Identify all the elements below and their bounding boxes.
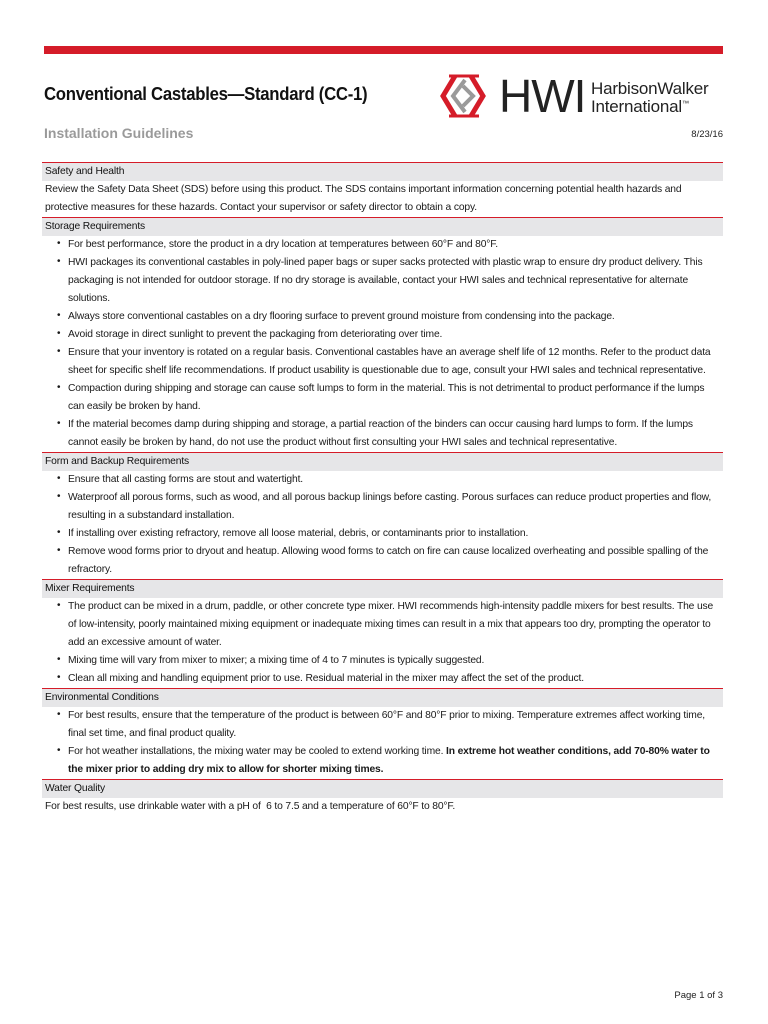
list-item-text: Compaction during shipping and storage can cause soft lumps to form in the material. This is not detrimental to product performance if the lumps can easily be broken by hand. <box>68 383 705 412</box>
bullet-icon: • <box>57 654 61 665</box>
list-item-text: Always store conventional castables on a dry flooring surface to prevent ground moisture from condensing into the package. <box>68 311 615 322</box>
section-heading: Form and Backup Requirements <box>42 452 723 471</box>
list-item-text: The product can be mixed in a drum, paddle, or other concrete type mixer. HWI recommends high-intensity paddle mixers for best results. The use of low-intensity, poorly maintained mixing equipment or inadequate mixing times can result in a mix that appears too dry, prompting the operator to add an excessive amount of water. <box>68 601 714 648</box>
list-item <box>57 598 723 652</box>
bullet-icon: • <box>57 382 61 393</box>
list-item <box>57 416 723 452</box>
bullet-icon: • <box>57 328 61 339</box>
section-heading: Storage Requirements <box>42 217 723 236</box>
section-environment <box>42 688 723 779</box>
bullet-icon: • <box>57 672 61 683</box>
document-title: Conventional Castables—Standard (CC-1) <box>44 84 368 104</box>
hwi-chevron-logo-icon <box>439 72 495 120</box>
list-item-text: Mixing time will vary from mixer to mixer; a mixing time of 4 to 7 minutes is typically suggested. <box>68 655 485 666</box>
bullet-icon: • <box>57 491 61 502</box>
list-item <box>57 326 723 344</box>
list-item <box>57 308 723 326</box>
bullet-icon: • <box>57 310 61 321</box>
list-item <box>57 670 723 688</box>
list-item-text: Remove wood forms prior to dryout and heatup. Allowing wood forms to catch on fire can cause localized overheating and possible spalling of the refractory. <box>68 546 709 575</box>
list-item-text: For hot weather installations, the mixing water may be cooled to extend working time. <box>68 746 447 757</box>
list-item-text: If the material becomes damp during shipping and storage, a partial reaction of the binders can occur causing hard lumps to form. If the lumps cannot easily be broken by hand, do not use the product without first consulting your HWI sales and technical representative. <box>68 419 693 448</box>
bullet-icon: • <box>57 346 61 357</box>
bullet-icon: • <box>57 256 61 267</box>
list-item-text: Ensure that your inventory is rotated on a regular basis. Conventional castables have an average shelf life of 12 months. Refer to the product data sheet for specific shelf life recommendations. If product usability is questionable due to age, consult your HWI sales and technical representative. <box>68 347 711 376</box>
list-item <box>57 652 723 670</box>
list-item-text: For best results, ensure that the temperature of the product is between 60°F and 80°F prior to mixing. Temperature extremes affect working time, final set time, and final product quality. <box>68 710 705 739</box>
list-item <box>57 471 723 489</box>
bullet-icon: • <box>57 600 61 611</box>
list-item-text: For best performance, store the product in a dry location at temperatures between 60°F and 80°F. <box>68 239 498 250</box>
bullet-icon: • <box>57 709 61 720</box>
list-item <box>57 707 723 743</box>
list-item <box>57 254 723 308</box>
section-safety <box>42 162 723 217</box>
logo-abbreviation: HWI <box>499 70 586 122</box>
list-item <box>57 743 723 779</box>
list-item-text: Ensure that all casting forms are stout and watertight. <box>68 474 303 485</box>
page-number: Page 1 of 3 <box>674 990 723 1001</box>
bullet-icon: • <box>57 745 61 756</box>
document-subtitle: Installation Guidelines <box>44 125 194 141</box>
logo-company-name-line2-text: International <box>591 97 682 116</box>
section-storage <box>42 217 723 452</box>
section-mixer <box>42 579 723 688</box>
logo-company-name-line1: HarbisonWalker <box>591 79 709 98</box>
section-heading: Safety and Health <box>42 162 723 181</box>
section-heading: Environmental Conditions <box>42 688 723 707</box>
logo-trademark: ™ <box>681 100 689 108</box>
bullet-icon: • <box>57 473 61 484</box>
bullet-list <box>42 236 723 452</box>
bullet-list <box>42 471 723 579</box>
list-item <box>57 236 723 254</box>
list-item <box>57 525 723 543</box>
list-item-emphasis: In extreme hot weather conditions, add 70-80% water to the mixer prior to adding dry mix to allow for shorter mixing times. <box>68 746 710 775</box>
list-item-text: If installing over existing refractory, remove all loose material, debris, or contaminants prior to installation. <box>68 528 529 539</box>
document-body <box>42 162 723 816</box>
section-paragraph: Review the Safety Data Sheet (SDS) before using this product. The SDS contains important information concerning potential health hazards and protective measures for these hazards. Contact your supervisor or safety director to obtain a copy. <box>45 184 682 213</box>
list-item <box>57 489 723 525</box>
list-item-text: Avoid storage in direct sunlight to prevent the packaging from deteriorating over time. <box>68 329 443 340</box>
section-heading: Mixer Requirements <box>42 579 723 598</box>
section-paragraph: For best results, use drinkable water with a pH of 6 to 7.5 and a temperature of 60°F to 80°F. <box>45 801 456 812</box>
bullet-list <box>42 598 723 688</box>
list-item <box>57 344 723 380</box>
list-item-text: Waterproof all porous forms, such as wood, and all porous backup linings before casting. Porous surfaces can reduce product properties and flow, resulting in a substandard installation. <box>68 492 712 521</box>
bullet-icon: • <box>57 545 61 556</box>
document-date: 8/23/16 <box>691 129 723 140</box>
section-water <box>42 779 723 816</box>
logo-company-name-line2 <box>591 97 689 117</box>
bullet-list <box>42 707 723 779</box>
list-item <box>57 380 723 416</box>
bullet-icon: • <box>57 527 61 538</box>
section-forms <box>42 452 723 579</box>
list-item-text: HWI packages its conventional castables in poly-lined paper bags or super sacks protected with plastic wrap to ensure dry product delivery. This packaging is not intended for outdoor storage. If no dry storage is available, contact your HWI sales and technical representative for alternate solutions. <box>68 257 703 304</box>
company-logo <box>439 70 729 126</box>
bullet-icon: • <box>57 238 61 249</box>
top-accent-bar <box>44 46 723 54</box>
bullet-icon: • <box>57 418 61 429</box>
section-heading: Water Quality <box>42 779 723 798</box>
list-item <box>57 543 723 579</box>
list-item-text: Clean all mixing and handling equipment prior to use. Residual material in the mixer may affect the set of the product. <box>68 673 584 684</box>
